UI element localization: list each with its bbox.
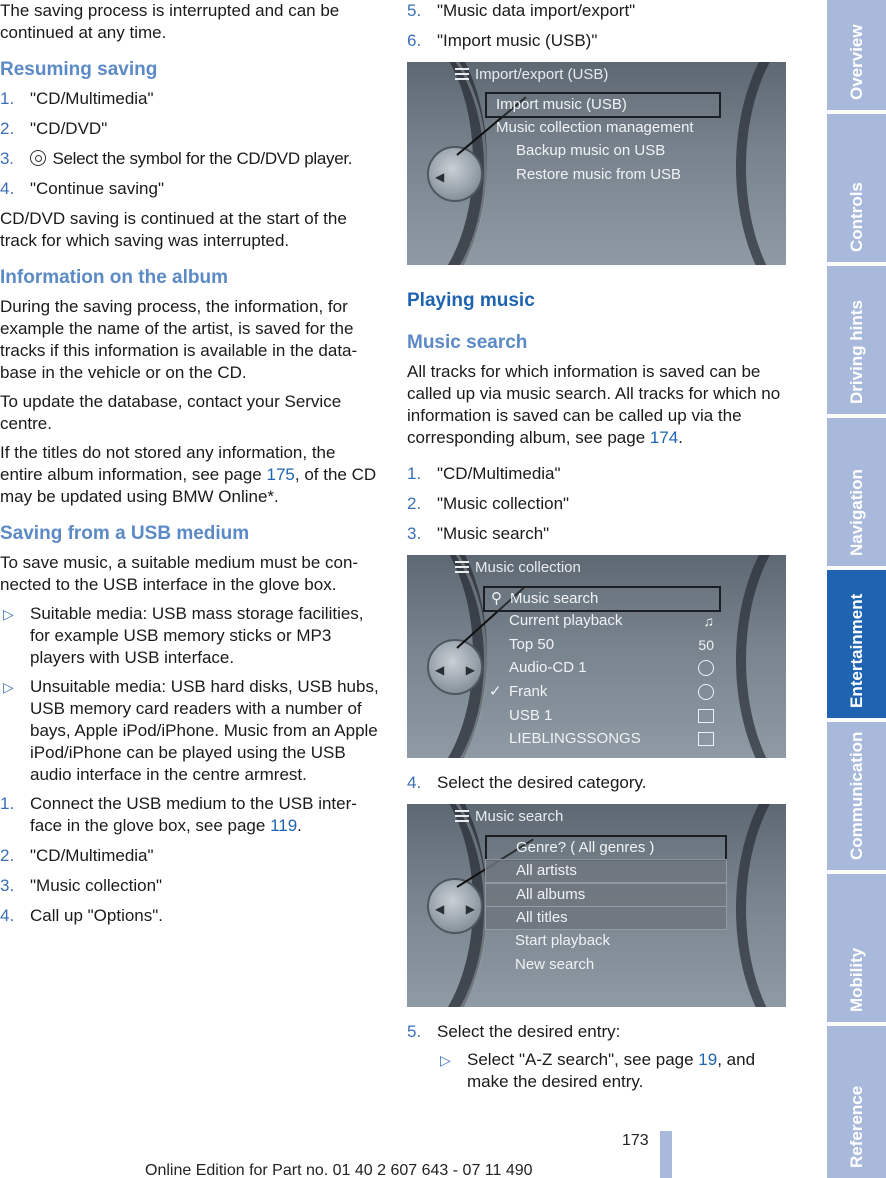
list-item: 3. Select the symbol for the CD/DVD player. — [0, 149, 353, 168]
page-link-174[interactable]: 174 — [649, 428, 679, 447]
heading-playing-music: Playing music — [407, 290, 535, 311]
controller-knob — [427, 639, 483, 695]
arrow-right-icon: ▶ — [465, 902, 475, 916]
album-p3: If the titles do not stored any information, the entire album information, see page 175, of the CD may be updated using BMW Online*. — [0, 443, 377, 506]
tab-entertainment[interactable]: Entertainment — [827, 570, 886, 718]
arrow-left-icon: ◀ — [435, 663, 445, 677]
menu-item-music-search[interactable]: ⚲ Music search — [483, 586, 721, 612]
menu-item-top-50[interactable]: Top 50 — [509, 636, 555, 653]
menu-item-usb-1[interactable]: USB 1 — [509, 707, 553, 724]
chapter-tabs — [827, 0, 886, 1178]
list-item: 5. "Music data import/export" — [407, 1, 636, 20]
usb-steps — [0, 793, 380, 927]
list-item: 4. Call up "Options". — [0, 906, 164, 925]
page-number: 173 — [622, 1132, 649, 1149]
page-link-19[interactable]: 19 — [698, 1050, 718, 1069]
tab-mobility[interactable]: Mobility — [827, 874, 886, 1022]
playlist-icon — [698, 732, 714, 746]
magnifier-icon: ⚲ — [491, 590, 502, 607]
page-link-119[interactable]: 119 — [270, 816, 298, 835]
screen-title: Import/export (USB) — [455, 65, 608, 85]
menu-icon — [455, 810, 469, 822]
list-item: ▷ Unsuitable media: USB hard disks, USB hubs, USB memory card readers with a number of bays, Apple iPod/iPhone. Music from an Apple iPod/iPhone can be played using the USB audio interface in the centre armrest. — [3, 677, 379, 784]
list-item: 2. "CD/Multimedia" — [0, 846, 154, 865]
list-item: 1. Connect the USB medium to the USB inter-face in the glove box, see page 119. — [0, 794, 357, 835]
tab-driving-hints[interactable]: Driving hints — [827, 266, 886, 414]
menu-item-restore[interactable]: Restore music from USB — [516, 166, 682, 183]
idrive-screen-import-export — [407, 62, 786, 265]
menu-item-start-playback[interactable]: Start playback — [515, 932, 611, 949]
arrow-left-icon: ◀ — [435, 170, 445, 184]
list-item: 1. "CD/Multimedia" — [407, 464, 561, 483]
album-p2: To update the database, contact your Service centre. — [0, 392, 342, 433]
menu-item-import-music[interactable]: Import music (USB) — [485, 92, 721, 118]
menu-item-backup[interactable]: Backup music on USB — [516, 142, 666, 159]
list-item: 4. "Continue saving" — [0, 179, 164, 198]
heading-resuming-saving: Resuming saving — [0, 59, 158, 80]
left-column — [0, 0, 380, 935]
list-item: 6. "Import music (USB)" — [407, 31, 598, 50]
list-item: 3. "Music search" — [407, 524, 550, 543]
music-note-icon: ♫ — [703, 613, 714, 629]
menu-item-frank-check: ✓ — [489, 683, 502, 700]
controller-knob — [427, 878, 483, 934]
import-steps — [407, 0, 789, 52]
list-item: 3. "Music collection" — [0, 876, 163, 895]
menu-item-all-albums[interactable]: All albums — [485, 883, 727, 907]
heading-album-info: Information on the album — [0, 267, 228, 288]
usb-bullets — [0, 603, 380, 786]
right-column — [407, 0, 789, 1100]
menu-item-all-artists[interactable]: All artists — [485, 859, 727, 883]
menu-item-current-playback[interactable]: Current playback — [509, 612, 623, 629]
triangle-bullet-icon: ▷ — [3, 679, 14, 695]
heading-music-search: Music search — [407, 332, 528, 353]
menu-item-new-search[interactable]: New search — [515, 956, 595, 973]
list-item: ▷ Select "A-Z search", see page 19, and make the desired entry. — [440, 1050, 756, 1091]
list-item: 4. Select the desired category. — [407, 773, 647, 792]
menu-item-lieblingssongs[interactable]: LIEBLINGSSONGS — [509, 730, 641, 747]
top50-count: 50 — [698, 637, 714, 653]
search-steps — [407, 463, 789, 545]
intro-text: The saving process is interrupted and can be continued at any time. — [0, 1, 340, 42]
usb-p1: To save music, a suitable medium must be con-nected to the USB interface in the glove box. — [0, 553, 359, 594]
usb-device-icon — [698, 709, 714, 723]
step-5-bullets — [437, 1049, 789, 1093]
step-4 — [407, 772, 789, 794]
idrive-screen-music-collection — [407, 555, 786, 758]
arrow-left-icon: ◀ — [435, 902, 445, 916]
tab-reference[interactable]: Reference — [827, 1026, 886, 1178]
menu-icon — [455, 561, 469, 573]
search-paragraph: All tracks for which information is saved can be called up via music search. All tracks for which no information is saved can be called up via the corresponding album, see page 174. — [407, 362, 781, 447]
tab-communication[interactable]: Communication — [827, 722, 886, 870]
controller-knob — [427, 146, 483, 202]
list-item: 1. "CD/Multimedia" — [0, 89, 154, 108]
list-item: 2. "CD/DVD" — [0, 119, 108, 138]
list-item: 5. Select the desired entry: — [407, 1022, 621, 1041]
album-p1: During the saving process, the information, for example the name of the artist, is saved for the tracks if this information is available in the data-base in the vehicle or on the CD. — [0, 297, 358, 382]
cd-dvd-icon — [30, 150, 46, 166]
menu-item-audio-cd[interactable]: Audio-CD 1 — [509, 659, 587, 676]
tab-controls[interactable]: Controls — [827, 114, 886, 262]
menu-item-collection-management[interactable]: Music collection management — [496, 119, 694, 136]
page-link-175[interactable]: 175 — [266, 465, 295, 484]
list-item: ▷ Suitable media: USB mass storage facilities, for example USB memory sticks or MP3 players with USB interface. — [3, 604, 364, 667]
page-marker-bar — [660, 1131, 672, 1178]
step-5 — [407, 1021, 789, 1043]
list-item: 2. "Music collection" — [407, 494, 570, 513]
cd-icon — [698, 684, 714, 700]
triangle-bullet-icon: ▷ — [440, 1052, 451, 1068]
tab-navigation[interactable]: Navigation — [827, 418, 886, 566]
heading-saving-usb: Saving from a USB medium — [0, 523, 250, 544]
menu-item-genre[interactable]: Genre? ( All genres ) — [485, 835, 727, 861]
menu-icon — [455, 68, 469, 80]
arrow-right-icon: ▶ — [465, 663, 475, 677]
triangle-bullet-icon: ▷ — [3, 606, 14, 622]
footer-text: Online Edition for Part no. 01 40 2 607 643 - 07 11 490 — [145, 1162, 533, 1178]
tab-overview[interactable]: Overview — [827, 0, 886, 110]
menu-item-all-titles[interactable]: All titles — [485, 906, 727, 930]
resuming-steps — [0, 88, 380, 200]
cd-icon — [698, 660, 714, 676]
resuming-after-text: CD/DVD saving is continued at the start of the track for which saving was interrupted. — [0, 209, 347, 250]
idrive-screen-music-search — [407, 804, 786, 1007]
screen-title: Music search — [455, 807, 563, 827]
menu-item-frank[interactable]: Frank — [509, 683, 548, 700]
screen-title: Music collection — [455, 558, 581, 578]
